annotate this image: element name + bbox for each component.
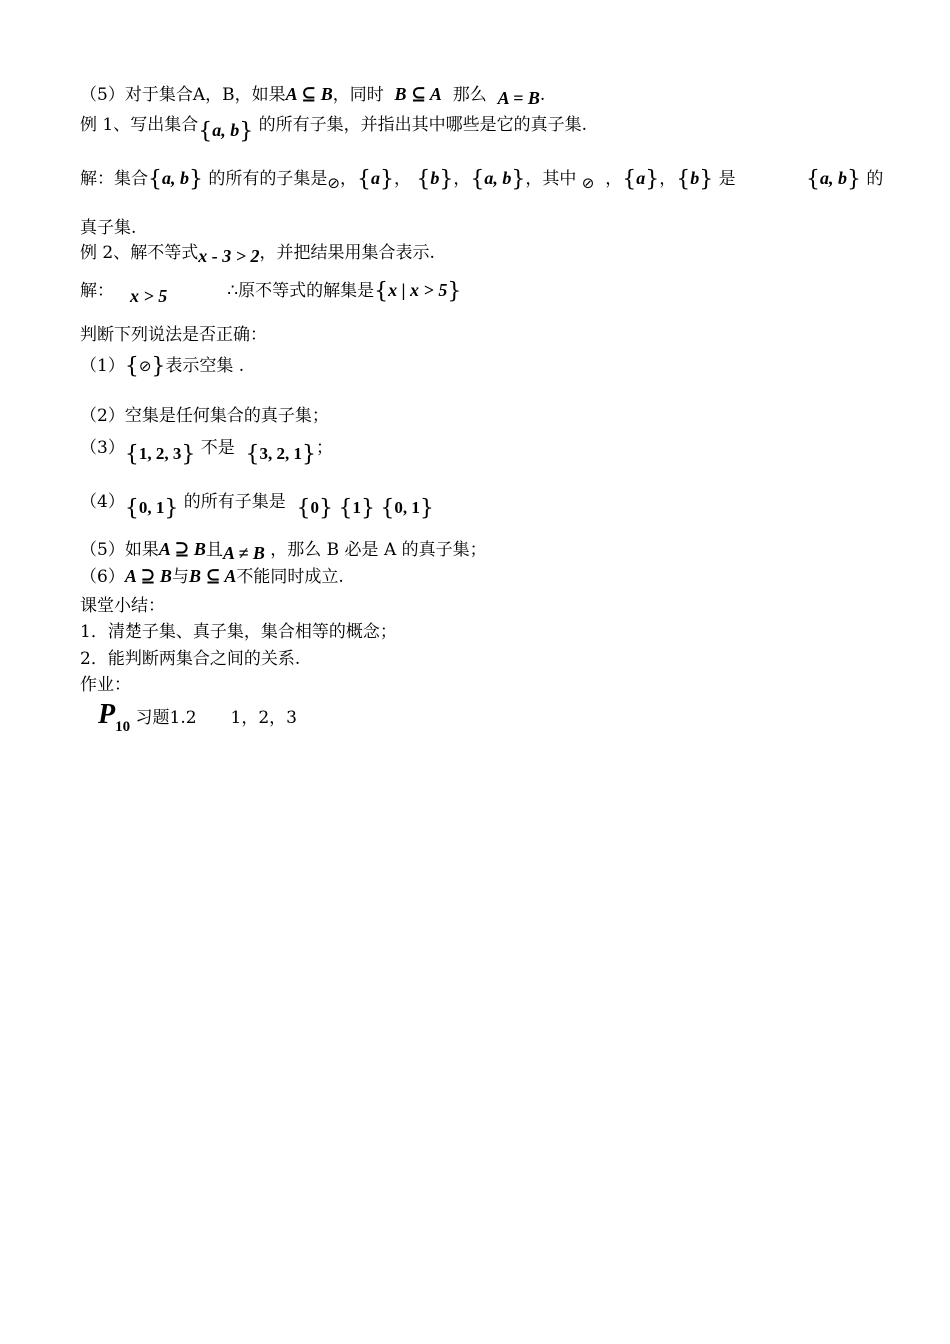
set-brace: } <box>181 442 196 467</box>
homework-line <box>98 700 297 742</box>
set-brace: { <box>124 442 139 467</box>
math-set-01: 0, 1 <box>138 498 165 517</box>
text: ； <box>316 438 334 458</box>
set-brace: { <box>806 167 820 192</box>
set-brace: { <box>380 496 395 521</box>
math-set-b: b <box>430 168 440 188</box>
text: ， <box>339 169 357 189</box>
set-brace: } <box>164 496 179 521</box>
solution-1-line-right <box>806 166 883 192</box>
text: ，同时 <box>332 85 390 105</box>
solution-2-line <box>80 278 461 304</box>
math-set-321: 3, 2, 1 <box>259 444 303 463</box>
text: ，其中 <box>525 169 577 189</box>
homework-heading <box>80 673 131 697</box>
text: 且 <box>205 540 223 560</box>
text: 的所有子集，并指出其中哪些是它的真子集. <box>258 115 588 135</box>
set-brace: } <box>379 167 394 192</box>
math-set-123: 1, 2, 3 <box>138 444 182 463</box>
definition-equality-line <box>80 82 545 107</box>
math-subscript: 10 <box>115 719 131 735</box>
text: ， <box>393 169 411 189</box>
math-set-a: a <box>636 168 646 188</box>
text: 课堂小结： <box>80 596 165 616</box>
set-brace: { <box>676 167 691 192</box>
set-brace: { <box>124 496 139 521</box>
text: （5）对于集合A，B，如果 <box>80 85 286 105</box>
text: . <box>539 85 546 105</box>
math-set-b: b <box>690 168 700 188</box>
set-brace: { <box>374 279 389 304</box>
set-brace: } <box>645 167 660 192</box>
text: ， <box>605 169 623 189</box>
text: 习题1.2 1，2，3 <box>135 708 297 728</box>
math-a-superset-b: A ⊇ B <box>158 539 206 559</box>
set-brace: { <box>124 354 139 379</box>
text: （2）空集是任何集合的真子集； <box>80 406 329 426</box>
math-a-not-equal-b: A ≠ B <box>222 543 265 563</box>
text: ，并把结果用集合表示. <box>259 243 435 263</box>
text: 1．清楚子集、真子集，集合相等的概念； <box>80 622 397 642</box>
set-brace: { <box>416 167 431 192</box>
set-brace: } <box>847 167 861 192</box>
math-set-ab: a, b <box>162 168 189 188</box>
set-brace: { <box>296 496 311 521</box>
text: 判断下列说法是否正确： <box>80 325 267 345</box>
math-b-subset-a: B ⊆ A <box>188 566 237 586</box>
set-brace: } <box>699 167 714 192</box>
math-a-superset-b: A ⊇ B <box>124 566 172 586</box>
question-5 <box>80 537 487 562</box>
text: ，那么 B 必是 A 的真子集； <box>270 540 487 560</box>
math-set-0: 0 <box>310 498 320 517</box>
summary-heading <box>80 594 165 618</box>
set-brace: } <box>419 496 434 521</box>
judge-heading <box>80 323 267 347</box>
math-set-a: a <box>370 168 380 188</box>
set-brace: } <box>239 119 254 144</box>
set-brace: } <box>189 167 203 192</box>
question-1 <box>80 354 244 379</box>
empty-set-symbol: ⊘ <box>138 357 152 375</box>
math-set-1: 1 <box>352 498 361 517</box>
summary-item-2 <box>80 647 300 671</box>
set-brace: } <box>302 442 317 467</box>
text: 作业： <box>80 675 131 695</box>
set-brace: { <box>245 442 260 467</box>
text: 真子集. <box>80 218 137 238</box>
solution-1-continuation <box>80 216 136 240</box>
math-a-subset-b: A ⊆ B <box>285 84 333 104</box>
text: 例 2、解不等式 <box>80 243 199 263</box>
text: 的所有子集是 <box>183 492 286 512</box>
text: 是 <box>718 169 736 189</box>
text: 解：集合 <box>80 169 148 189</box>
text: （4） <box>80 492 125 512</box>
text: 那么 <box>447 85 493 105</box>
question-4 <box>80 490 434 521</box>
math-set-ab: a, b <box>820 168 847 188</box>
set-brace: { <box>148 167 162 192</box>
summary-item-1 <box>80 620 397 644</box>
question-3 <box>80 436 334 467</box>
math-set-ab: a, b <box>484 168 512 188</box>
text: ， <box>453 169 471 189</box>
set-brace: { <box>356 167 371 192</box>
set-brace: } <box>319 496 334 521</box>
math-solution-set: x | x > 5 <box>388 280 448 300</box>
math-inequality: x - 3 > 2 <box>198 246 260 266</box>
math-set-ab: a, b <box>212 120 240 140</box>
empty-set-symbol: ⊘ <box>581 174 595 192</box>
text: 与 <box>171 567 189 587</box>
set-brace: { <box>470 167 485 192</box>
set-brace: { <box>622 167 637 192</box>
set-brace: } <box>360 496 375 521</box>
text: ∴原不等式的解集是 <box>227 281 375 301</box>
question-6 <box>80 564 344 589</box>
solution-1-line <box>80 166 736 192</box>
set-brace: } <box>439 167 454 192</box>
text: （3） <box>80 438 125 458</box>
text: （1） <box>80 356 125 376</box>
math-b-subset-a: B ⊆ A <box>394 84 442 104</box>
empty-set-symbol: ⊘ <box>327 174 340 192</box>
set-brace: } <box>151 354 166 379</box>
text: 不能同时成立. <box>236 567 344 587</box>
math-a-equals-b: A = B <box>497 88 540 108</box>
text: ， <box>659 169 677 189</box>
math-set-01: 0, 1 <box>394 498 420 517</box>
set-brace: } <box>511 167 526 192</box>
text: 解： <box>80 281 114 301</box>
example-2-line <box>80 240 435 265</box>
math-x-greater-5: x > 5 <box>130 286 168 306</box>
text: 的所有的子集是 <box>208 169 328 189</box>
math-p: P <box>98 699 116 730</box>
set-brace: } <box>447 279 462 304</box>
text: 不是 <box>200 438 235 458</box>
set-brace: { <box>198 119 213 144</box>
text: 表示空集 . <box>165 356 245 376</box>
set-brace: { <box>338 496 353 521</box>
text: 的 <box>866 169 884 189</box>
text: 2．能判断两集合之间的关系. <box>80 649 301 669</box>
question-2 <box>80 404 329 428</box>
text: （5）如果 <box>80 540 159 560</box>
text: 例 1、写出集合 <box>80 115 199 135</box>
text: （6） <box>80 567 125 587</box>
example-1-line <box>80 112 588 144</box>
